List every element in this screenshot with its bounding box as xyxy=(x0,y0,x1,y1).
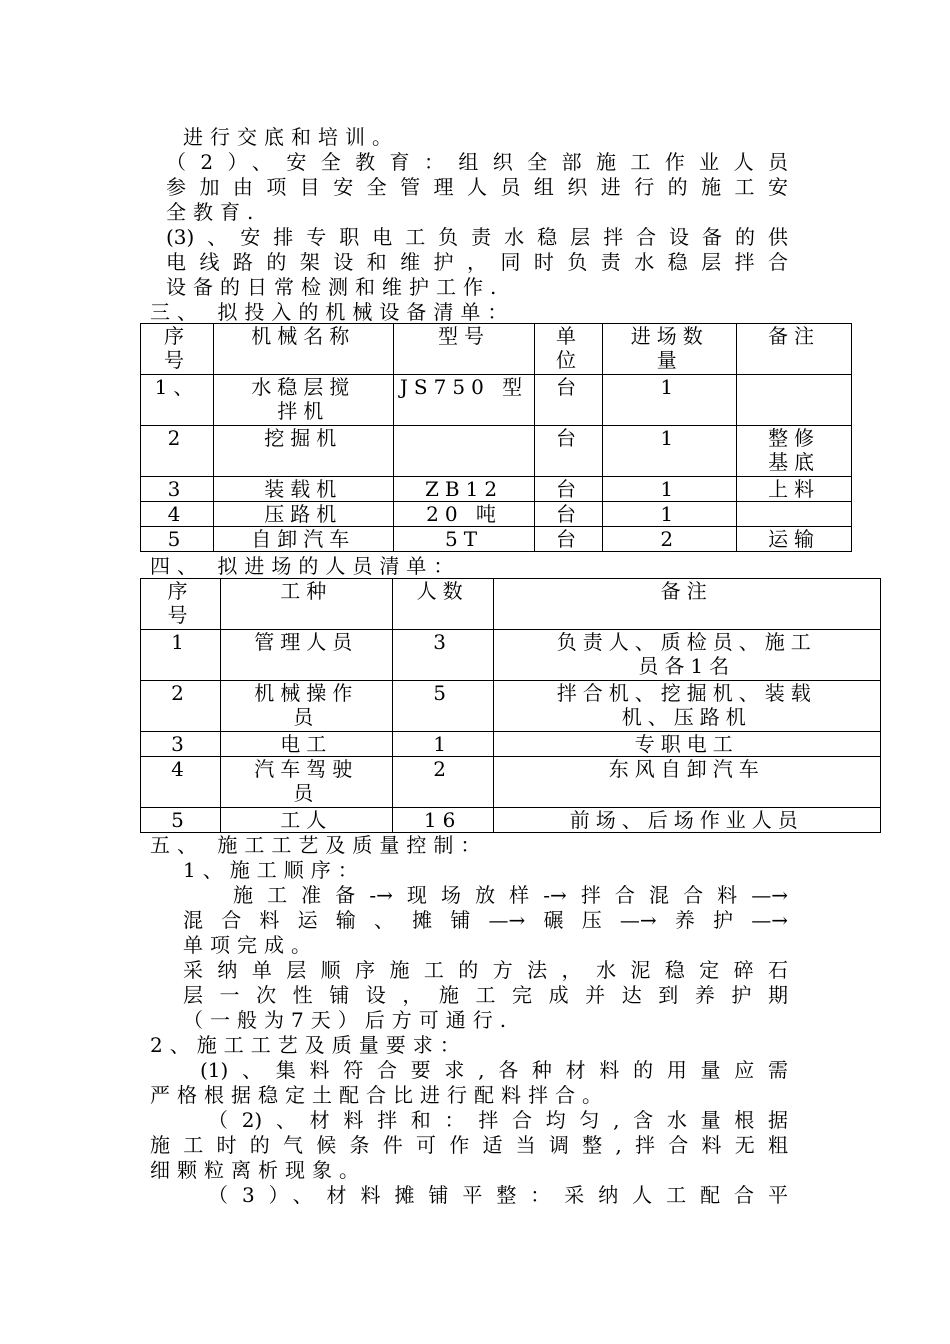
machinery-table xyxy=(140,323,852,552)
requirement-1-line-1: (1)、集料符合要求,各种材料的用量应需 xyxy=(200,1058,788,1082)
cell-seq: 5 xyxy=(141,527,214,552)
header-count: 人数 xyxy=(392,579,493,630)
intro-line-2: （2）、安全教育：组织全部施工作业人员 xyxy=(166,150,788,174)
cell-count: 5 xyxy=(392,681,493,732)
personnel-table xyxy=(140,578,881,833)
table-row xyxy=(141,808,881,833)
header-model: 型号 xyxy=(393,324,535,375)
requirement-2-line-3: 细颗粒离析现象。 xyxy=(150,1158,366,1182)
header-quantity: 进场数 量 xyxy=(603,324,737,375)
subheading-sequence: 1、施工顺序： xyxy=(183,858,365,882)
sequence-line-1: 施工准备-→现场放样-→拌合混合料—→ xyxy=(233,883,788,907)
cell-quantity: 1 xyxy=(603,502,737,527)
table-row xyxy=(141,732,881,757)
cell-seq: 1、 xyxy=(141,375,214,426)
cell-count: 3 xyxy=(392,630,493,681)
header-machine-name: 机械名称 xyxy=(213,324,393,375)
cell-seq: 3 xyxy=(141,732,221,757)
section4-heading: 四、 拟进场的人员清单： xyxy=(150,554,461,578)
cell-count: 2 xyxy=(392,757,493,808)
requirement-2-line-2: 施工时的气候条件可作适当调整,拌合料无粗 xyxy=(150,1133,788,1157)
cell-seq: 4 xyxy=(141,757,221,808)
cell-quantity: 1 xyxy=(603,375,737,426)
cell-seq: 3 xyxy=(141,477,214,502)
table-row xyxy=(141,630,881,681)
cell-remark: 负责人、质检员、施工 员各1名 xyxy=(493,630,880,681)
cell-model: 20 吨 xyxy=(393,502,535,527)
cell-unit: 台 xyxy=(535,502,603,527)
table-row xyxy=(141,477,852,502)
cell-trade: 工人 xyxy=(220,808,392,833)
cell-quantity: 1 xyxy=(603,477,737,502)
cell-remark: 整修 基底 xyxy=(737,426,852,477)
cell-unit: 台 xyxy=(535,375,603,426)
cell-model xyxy=(393,426,535,477)
table-row xyxy=(141,426,852,477)
cell-machine-name: 水稳层搅 拌机 xyxy=(213,375,393,426)
cell-seq: 2 xyxy=(141,681,221,732)
cell-machine-name: 挖掘机 xyxy=(213,426,393,477)
intro-line-4: 全教育. xyxy=(166,200,261,224)
sequence-line-2: 混合料运输、摊铺—→碾压—→养护—→ xyxy=(183,908,788,932)
cell-remark: 东风自卸汽车 xyxy=(493,757,880,808)
cell-seq: 1 xyxy=(141,630,221,681)
cell-unit: 台 xyxy=(535,426,603,477)
cell-trade: 电工 xyxy=(220,732,392,757)
cell-remark: 拌合机、挖掘机、装载 机、压路机 xyxy=(493,681,880,732)
method-line-2: 层一次性铺设，施工完成并达到养护期 xyxy=(183,983,788,1007)
header-remark: 备注 xyxy=(737,324,852,375)
cell-trade: 管理人员 xyxy=(220,630,392,681)
cell-quantity: 1 xyxy=(603,426,737,477)
table-header-row xyxy=(141,324,852,375)
cell-model: 5T xyxy=(393,527,535,552)
section5-heading: 五、 施工工艺及质量控制： xyxy=(150,833,488,857)
table-row xyxy=(141,757,881,808)
table-row xyxy=(141,375,852,426)
cell-seq: 2 xyxy=(141,426,214,477)
cell-machine-name: 压路机 xyxy=(213,502,393,527)
cell-remark: 运输 xyxy=(737,527,852,552)
cell-count: 1 xyxy=(392,732,493,757)
cell-trade: 汽车驾驶 员 xyxy=(220,757,392,808)
intro-line-5: (3)、安排专职电工负责水稳层拌合设备的供 xyxy=(166,225,788,249)
header-unit: 单 位 xyxy=(535,324,603,375)
cell-unit: 台 xyxy=(535,477,603,502)
cell-model: ZB12 xyxy=(393,477,535,502)
intro-line-6: 电线路的架设和维护，同时负责水稳层拌合 xyxy=(166,250,788,274)
method-line-1: 采纳单层顺序施工的方法，水泥稳定碎石 xyxy=(183,958,788,982)
intro-line-7: 设备的日常检测和维护工作. xyxy=(166,275,504,299)
cell-count: 16 xyxy=(392,808,493,833)
header-trade: 工种 xyxy=(220,579,392,630)
cell-remark: 专职电工 xyxy=(493,732,880,757)
requirement-3-line-1: （3）、材料摊铺平整：采纳人工配合平 xyxy=(208,1183,788,1207)
cell-quantity: 2 xyxy=(603,527,737,552)
cell-seq: 4 xyxy=(141,502,214,527)
subheading-requirements: 2、施工工艺及质量要求： xyxy=(150,1033,467,1057)
cell-remark xyxy=(737,375,852,426)
cell-remark: 前场、后场作业人员 xyxy=(493,808,880,833)
cell-seq: 5 xyxy=(141,808,221,833)
section3-heading: 三、 拟投入的机械设备清单： xyxy=(150,300,515,324)
cell-model: JS750 型 xyxy=(393,375,535,426)
table-header-row xyxy=(141,579,881,630)
header-seq: 序 号 xyxy=(141,324,214,375)
requirement-1-line-2: 严格根据稳定土配合比进行配料拌合。 xyxy=(150,1083,609,1107)
method-line-3: （一般为7天）后方可通行. xyxy=(183,1008,514,1032)
cell-unit: 台 xyxy=(535,527,603,552)
table-row xyxy=(141,502,852,527)
table-row xyxy=(141,527,852,552)
header-seq: 序 号 xyxy=(141,579,221,630)
cell-trade: 机械操作 员 xyxy=(220,681,392,732)
cell-remark xyxy=(737,502,852,527)
sequence-line-3: 单项完成。 xyxy=(183,933,318,957)
header-remark: 备注 xyxy=(493,579,880,630)
cell-machine-name: 自卸汽车 xyxy=(213,527,393,552)
intro-line-1: 进行交底和培训。 xyxy=(183,125,399,149)
requirement-2-line-1: （2)、材料拌和：拌合均匀,含水量根据 xyxy=(208,1108,788,1132)
intro-line-3: 参加由项目安全管理人员组织进行的施工安 xyxy=(166,175,788,199)
table-row xyxy=(141,681,881,732)
cell-remark: 上料 xyxy=(737,477,852,502)
cell-machine-name: 装载机 xyxy=(213,477,393,502)
